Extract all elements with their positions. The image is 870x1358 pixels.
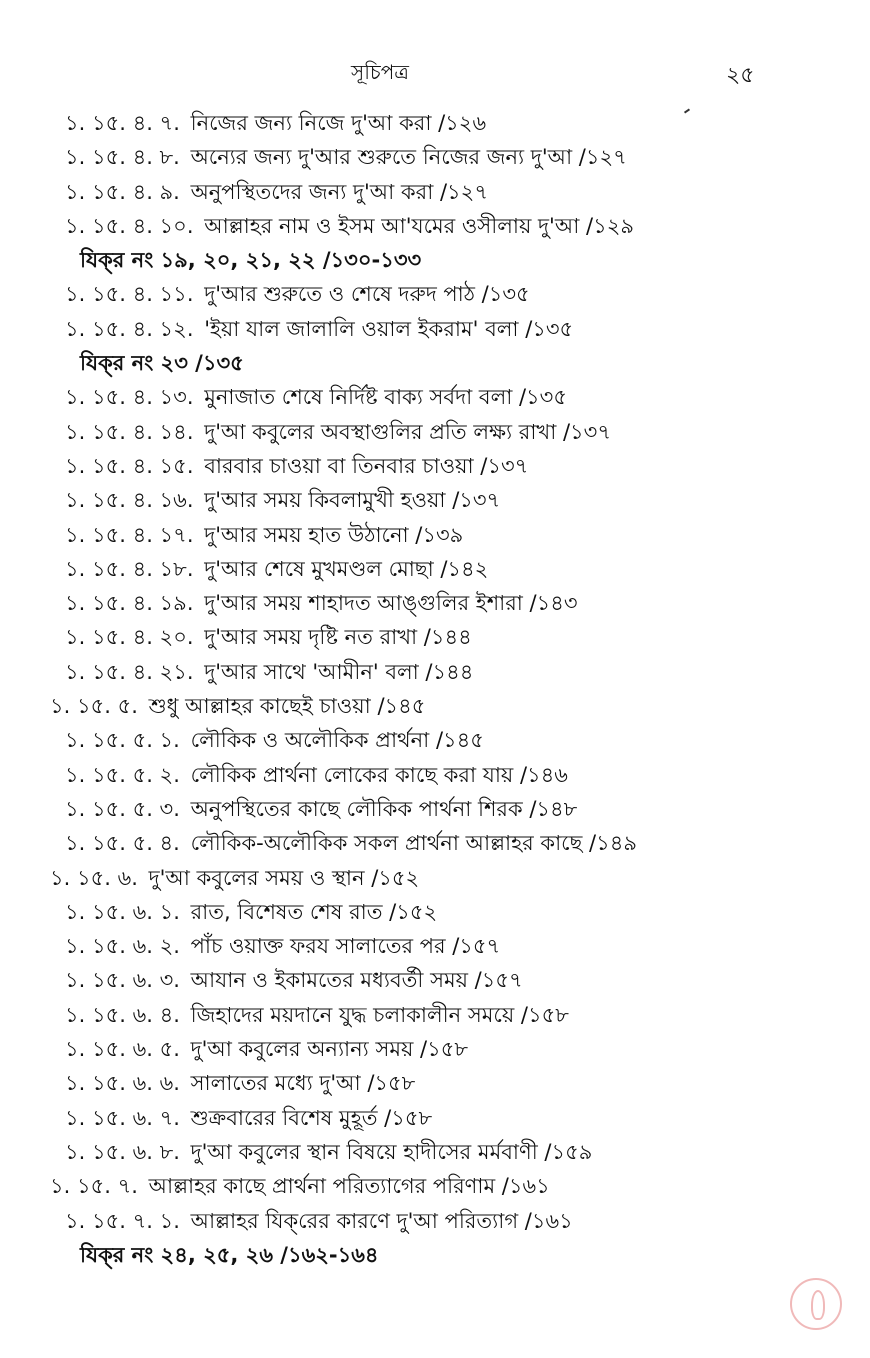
toc-entry	[0, 552, 870, 586]
toc-entry	[0, 929, 870, 963]
toc-entry-number: ১. ১৫. ৬. ৬.	[65, 1071, 180, 1096]
toc-entry-text: মুনাজাত শেষে নির্দিষ্ট বাক্য সর্বদা বলা /১৩৫	[204, 385, 567, 410]
toc-entry-text: দু'আ কবুলের স্থান বিষয়ে হাদীসের মর্মবাণী /১৫৯	[190, 1139, 593, 1164]
toc-entry-text: অনুপস্থিতদের জন্য দু'আ করা /১২৭	[190, 179, 488, 204]
toc-entry	[0, 1204, 870, 1238]
toc-entry-text: পাঁচ ওয়াক্ত ফরয সালাতের পর /১৫৭	[190, 934, 501, 959]
toc-entry-number: ১. ১৫. ৪. ১৭.	[65, 522, 194, 547]
toc-entry-text: লৌকিক প্রার্থনা লোকের কাছে করা যায় /১৪৬	[190, 762, 568, 787]
toc-entry-number: ১. ১৫. ৪. ২০.	[65, 625, 194, 650]
toc-entry-text: দু'আ কবুলের সময় ও স্থান /১৫২	[148, 865, 420, 890]
toc-entry	[0, 518, 870, 552]
toc-entry	[0, 449, 870, 483]
toc-entry-text: লৌকিক-অলৌকিক সকল প্রার্থনা আল্লাহর কাছে /১৪৯	[190, 831, 637, 856]
toc-entry-text: দু'আর শুরুতে ও শেষে দরুদ পাঠ /১৩৫	[204, 282, 530, 307]
toc-entry	[0, 758, 870, 792]
toc-entry-number: ১. ১৫. ৬.	[50, 865, 138, 890]
toc-entry	[0, 209, 870, 243]
toc-entry-number: ১. ১৫. ৪. ২১.	[65, 659, 194, 684]
toc-entry-text: নিজের জন্য নিজে দু'আ করা /১২৬	[190, 111, 487, 135]
toc-entry-text: দু'আর সময় কিবলামুখী হওয়া /১৩৭	[204, 488, 501, 513]
toc-entry	[0, 380, 870, 414]
toc-entry	[0, 1135, 870, 1169]
toc-entry	[0, 895, 870, 929]
watermark-logo-icon	[790, 1278, 842, 1330]
toc-entry-text: 'ইয়া যাল জালালি ওয়াল ইকরাম' বলা /১৩৫	[204, 316, 574, 341]
toc-entry-text: দু'আর সময় হাত উঠানো /১৩৯	[204, 522, 464, 547]
toc-entry-number: ১. ১৫. ৫. ৪.	[65, 831, 180, 856]
toc-entry	[0, 826, 870, 860]
toc-entry-text: দু'আর শেষে মুখমণ্ডল মোছা /১৪২	[204, 556, 489, 581]
toc-entry	[0, 792, 870, 826]
toc-entry-number: ১. ১৫. ৪. ১৫.	[65, 453, 194, 478]
toc-entry-number: ১. ১৫. ৪. ৯.	[65, 179, 180, 204]
toc-entry-number: ১. ১৫. ৪. ১৮.	[65, 556, 194, 581]
toc-entry-number: ১. ১৫. ৪. ১৯.	[65, 591, 194, 616]
toc-entry-text: দু'আর সাথে 'আমীন' বলা /১৪৪	[204, 659, 474, 684]
toc-entry-text: লৌকিক ও অলৌকিক প্রার্থনা /১৪৫	[190, 728, 484, 753]
toc-entry-text: আল্লাহর কাছে প্রার্থনা পরিত্যাগের পরিণাম /১৬১	[148, 1174, 550, 1199]
toc-entry	[0, 1066, 870, 1100]
zikr-heading-text: যিক্‌র নং ২৩ /১৩৫	[80, 351, 244, 376]
toc-entry-text: আল্লাহর যিক্‌রের কারণে দু'আ পরিত্যাগ /১৬১	[190, 1208, 573, 1233]
toc-entry	[0, 1032, 870, 1066]
toc-entry-text: বারবার চাওয়া বা তিনবার চাওয়া /১৩৭	[204, 453, 529, 478]
toc-entry-text: রাত, বিশেষত শেষ রাত /১৫২	[190, 899, 438, 924]
toc-entry-text: দু'আ কবুলের অন্যান্য সময় /১৫৮	[190, 1037, 468, 1062]
toc-entry-number: ১. ১৫. ৬. ৭.	[65, 1105, 180, 1130]
toc-entry-number: ১. ১৫. ৫. ৩.	[65, 796, 180, 821]
zikr-heading-text: যিক্‌র নং ১৯, ২০, ২১, ২২ /১৩০-১৩৩	[80, 248, 422, 273]
toc-entry	[0, 1101, 870, 1135]
toc-entry-number: ১. ১৫. ৬. ২.	[65, 934, 180, 959]
toc-entry	[0, 723, 870, 757]
zikr-heading	[0, 346, 870, 380]
toc-entry-number: ১. ১৫. ৬. ৩.	[65, 968, 180, 993]
page-title: সূচিপত্র	[351, 60, 409, 84]
toc-entry	[0, 620, 870, 654]
toc-entry-text: অন্যের জন্য দু'আর শুরুতে নিজের জন্য দু'আ /১২৭	[190, 145, 627, 170]
toc-entry-number: ১. ১৫. ৫.	[50, 694, 138, 719]
toc-entry	[0, 655, 870, 689]
toc-entry-text: শুধু আল্লাহর কাছেই চাওয়া /১৪৫	[148, 694, 426, 719]
toc-entry-number: ১. ১৫. ৫. ২.	[65, 762, 180, 787]
toc-entry-number: ১. ১৫. ৫. ১.	[65, 728, 180, 753]
toc-entry-text: দু'আর সময় শাহাদত আঙ্গুলির ইশারা /১৪৩	[204, 591, 578, 616]
toc-entry-text: শুক্রবারের বিশেষ মুহূর্ত /১৫৮	[190, 1105, 433, 1130]
table-of-contents	[0, 106, 870, 1272]
toc-section	[0, 1169, 870, 1203]
toc-entry-number: ১. ১৫. ৬. ৫.	[65, 1037, 180, 1062]
toc-entry-text: জিহাদের ময়দানে যুদ্ধ চলাকালীন সময়ে /১৫৮	[190, 1002, 569, 1027]
toc-entry	[0, 175, 870, 209]
toc-entry-text: আযান ও ইকামতের মধ্যবর্তী সময় /১৫৭	[190, 968, 523, 993]
toc-entry-text: দু'আর সময় দৃষ্টি নত রাখা /১৪৪	[204, 625, 472, 650]
toc-entry-number: ১. ১৫. ৪. ৭.	[65, 111, 180, 135]
toc-entry	[0, 963, 870, 997]
toc-section	[0, 689, 870, 723]
toc-entry-number: ১. ১৫. ৪. ১৬.	[65, 488, 194, 513]
toc-entry-number: ১. ১৫. ৪. ৮.	[65, 145, 180, 170]
toc-entry-number: ১. ১৫. ৪. ১৩.	[65, 385, 194, 410]
toc-entry-number: ১. ১৫. ৪. ১০.	[65, 213, 194, 238]
toc-section	[0, 861, 870, 895]
toc-entry-text: আল্লাহর নাম ও ইসম আ'যমের ওসীলায় দু'আ /১২৯	[204, 213, 634, 238]
toc-entry-text: সালাতের মধ্যে দু'আ /১৫৮	[190, 1071, 416, 1096]
toc-entry-number: ১. ১৫. ৬. ৮.	[65, 1139, 180, 1164]
toc-entry-number: ১. ১৫. ৪. ১৪.	[65, 419, 194, 444]
toc-entry	[0, 106, 870, 140]
toc-entry-text: অনুপস্থিতের কাছে লৌকিক পার্থনা শিরক /১৪৮	[190, 796, 578, 821]
toc-entry	[0, 586, 870, 620]
toc-entry-number: ১. ১৫. ৭. ১.	[65, 1208, 180, 1233]
toc-entry	[0, 483, 870, 517]
toc-entry-number: ১. ১৫. ৭.	[50, 1174, 138, 1199]
toc-entry-number: ১. ১৫. ৬. ৪.	[65, 1002, 180, 1027]
toc-entry-number: ১. ১৫. ৬. ১.	[65, 899, 180, 924]
toc-entry	[0, 415, 870, 449]
toc-entry	[0, 277, 870, 311]
zikr-heading	[0, 1238, 870, 1272]
toc-entry-number: ১. ১৫. ৪. ১২.	[65, 316, 194, 341]
page-number: ২৫	[726, 63, 755, 88]
toc-entry-text: দু'আ কবুলের অবস্থাগুলির প্রতি লক্ষ্য রাখা /১৩৭	[204, 419, 611, 444]
toc-entry-number: ১. ১৫. ৪. ১১.	[65, 282, 194, 307]
toc-entry	[0, 312, 870, 346]
zikr-heading-text: যিক্‌র নং ২৪, ২৫, ২৬ /১৬২-১৬৪	[80, 1242, 379, 1267]
toc-entry	[0, 998, 870, 1032]
zikr-heading	[0, 243, 870, 277]
toc-entry	[0, 140, 870, 174]
